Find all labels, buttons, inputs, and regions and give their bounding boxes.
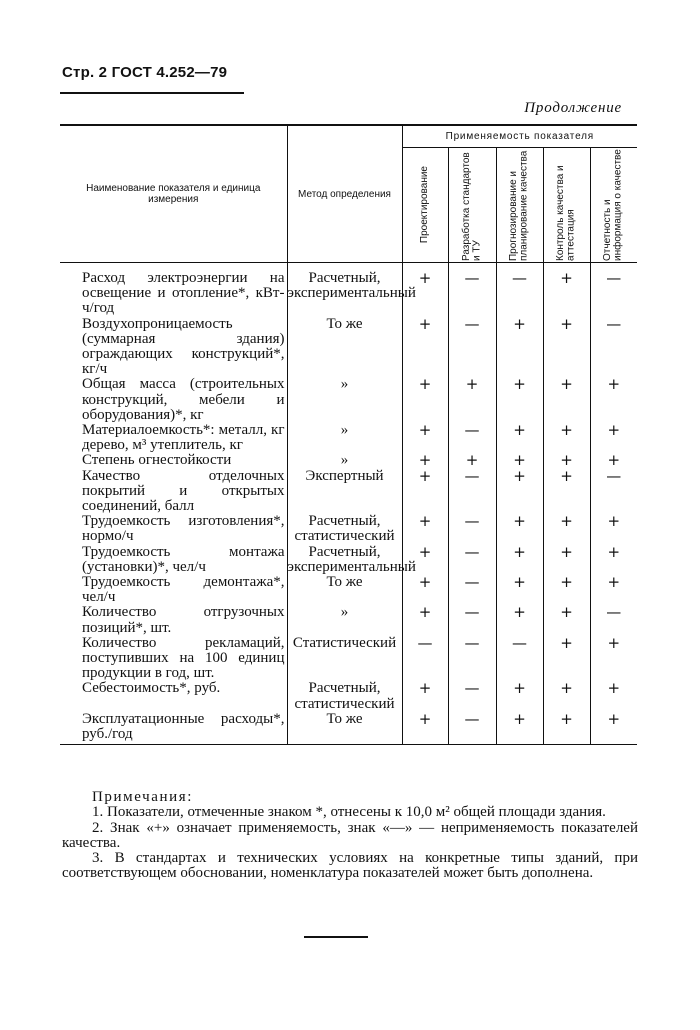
- method-cell: »: [287, 605, 402, 635]
- applicability-mark: —: [590, 469, 637, 515]
- method-cell: Статистический: [287, 636, 402, 682]
- method-cell: Экспертный: [287, 469, 402, 515]
- applicability-mark: +: [543, 377, 590, 423]
- col-header-method: Метод определения: [287, 125, 402, 263]
- table-row: [60, 514, 637, 544]
- applicability-mark: +: [402, 514, 448, 544]
- applicability-mark: +: [402, 605, 448, 635]
- note-item: 1. Показатели, отмеченные знаком *, отнесены к 10,0 м² общей площади здания.: [92, 804, 606, 821]
- table-row: [60, 377, 637, 423]
- table-row: [60, 575, 637, 605]
- method-cell: Расчетный, экспериментальный: [287, 263, 402, 317]
- applicability-mark: —: [496, 263, 543, 317]
- applicability-mark: +: [402, 469, 448, 515]
- col-header-standards: Разработка стандартов и ТУ: [460, 152, 482, 261]
- indicator-name: Общая масса (строительных конструкций, мебели и оборудования)*, кг: [82, 376, 285, 423]
- method-cell: Расчетный, экспериментальный: [287, 543, 416, 575]
- applicability-mark: +: [543, 469, 590, 515]
- applicability-mark: —: [496, 636, 543, 682]
- applicability-mark: —: [448, 514, 496, 544]
- applicability-mark: —: [402, 636, 448, 682]
- applicability-mark: +: [402, 423, 448, 453]
- applicability-mark: +: [590, 575, 637, 605]
- table-row: [60, 469, 637, 515]
- note-item: 2. Знак «+» означает применяемость, знак «—» — неприменяемость показателей качества.: [62, 819, 638, 851]
- table-row: [60, 423, 637, 453]
- applicability-mark: +: [590, 377, 637, 423]
- indicator-name: Материалоемкость*: металл, кг дерево, м³ утеплитель, кг: [82, 422, 285, 454]
- applicability-mark: +: [496, 575, 543, 605]
- table-row: [60, 681, 637, 711]
- applicability-mark: +: [543, 263, 590, 317]
- applicability-mark: +: [496, 681, 543, 711]
- indicator-name: Трудоемкость демонтажа*, чел/ч: [82, 574, 285, 606]
- footer-rule: [304, 936, 368, 938]
- method-cell: То же: [287, 712, 402, 745]
- page-header: Стр. 2 ГОСТ 4.252—79: [62, 64, 228, 81]
- indicator-name: Воздухопроницаемость (суммарная здания) ограждающих конструкций*, кг/ч: [82, 315, 285, 378]
- applicability-mark: +: [590, 423, 637, 453]
- applicability-mark: —: [448, 636, 496, 682]
- applicability-mark: —: [590, 605, 637, 635]
- applicability-mark: +: [402, 712, 448, 745]
- note-item: 3. В стандартах и технических условиях на конкретные типы зданий, при соответствующем обосновании, номенклатура показателей может быть дополнена.: [62, 850, 638, 882]
- applicability-mark: +: [590, 681, 637, 711]
- table-row: [60, 263, 637, 317]
- method-cell: То же: [287, 575, 402, 605]
- applicability-mark: +: [543, 453, 590, 468]
- applicability-mark: +: [402, 317, 448, 378]
- method-cell: То же: [287, 317, 402, 378]
- table-row: [60, 545, 637, 575]
- applicability-mark: +: [402, 545, 448, 575]
- table-row: [60, 317, 637, 378]
- col-header-design: Проектирование: [418, 166, 430, 244]
- applicability-mark: +: [402, 681, 448, 711]
- applicability-mark: —: [448, 605, 496, 635]
- indicator-name: Количество отгрузочных позиций*, шт.: [82, 604, 285, 636]
- applicability-mark: +: [543, 681, 590, 711]
- indicator-name: Себестоимость*, руб.: [82, 680, 221, 697]
- applicability-mark: +: [402, 453, 448, 468]
- applicability-mark: —: [448, 681, 496, 711]
- indicator-name: Трудоемкость изготовления*, нормо/ч: [82, 513, 285, 545]
- col-header-reporting: Отчетность и информация о качестве: [602, 149, 624, 261]
- applicability-mark: +: [590, 712, 637, 745]
- applicability-mark: —: [590, 317, 637, 378]
- col-header-applicability: Применяемость показателя: [402, 125, 637, 148]
- applicability-mark: —: [448, 469, 496, 515]
- applicability-mark: —: [590, 263, 637, 317]
- method-cell: Расчетный, статистический: [287, 514, 402, 544]
- applicability-mark: +: [496, 423, 543, 453]
- applicability-mark: +: [590, 514, 637, 544]
- applicability-mark: +: [590, 636, 637, 682]
- applicability-mark: +: [496, 514, 543, 544]
- method-cell: »: [287, 423, 402, 453]
- applicability-mark: +: [543, 636, 590, 682]
- col-header-forecasting: Прогнозирование и планирование качества: [508, 150, 530, 261]
- applicability-mark: +: [496, 605, 543, 635]
- indicator-name: Количество рекламаций, поступивших на 100 единиц продукции в год, шт.: [82, 634, 285, 682]
- indicator-name: Трудоемкость монтажа (установки)*, чел/ч: [82, 543, 285, 575]
- col-header-quality-control: Контроль качества и аттестация: [555, 165, 577, 261]
- applicability-mark: +: [496, 545, 543, 575]
- applicability-mark: +: [543, 423, 590, 453]
- applicability-mark: —: [448, 263, 496, 317]
- applicability-mark: +: [496, 453, 543, 468]
- table-row: [60, 712, 637, 745]
- applicability-mark: +: [543, 712, 590, 745]
- table-row: [60, 636, 637, 682]
- applicability-mark: +: [543, 545, 590, 575]
- indicator-name: Расход электроэнергии на освещение и отопление*, кВт-ч/год: [82, 270, 285, 317]
- applicability-mark: +: [448, 453, 496, 468]
- applicability-mark: +: [590, 545, 637, 575]
- indicator-name: Степень огнестойкости: [82, 452, 232, 469]
- indicators-table: [60, 124, 637, 745]
- method-cell: »: [287, 377, 402, 423]
- header-rule: [60, 92, 244, 94]
- notes-block: [62, 790, 638, 882]
- applicability-mark: +: [590, 453, 637, 468]
- continuation-label: Продолжение: [524, 100, 622, 116]
- applicability-mark: +: [543, 514, 590, 544]
- applicability-mark: +: [496, 317, 543, 378]
- applicability-mark: +: [402, 377, 448, 423]
- table-row: [60, 605, 637, 635]
- applicability-mark: —: [448, 712, 496, 745]
- indicator-name: Качество отделочных покрытий и открытых соединений, балл: [82, 467, 285, 515]
- applicability-mark: +: [402, 575, 448, 605]
- notes-title: Примечания:: [92, 789, 194, 805]
- applicability-mark: +: [543, 605, 590, 635]
- applicability-mark: +: [543, 317, 590, 378]
- applicability-mark: —: [448, 575, 496, 605]
- method-cell: »: [287, 453, 402, 468]
- applicability-mark: +: [496, 469, 543, 515]
- table-row: [60, 453, 637, 468]
- method-cell: Расчетный, статистический: [287, 681, 402, 711]
- applicability-mark: —: [448, 545, 496, 575]
- applicability-mark: +: [448, 377, 496, 423]
- applicability-mark: +: [496, 377, 543, 423]
- applicability-mark: +: [402, 263, 448, 317]
- indicator-name: Эксплуатационные расходы*, руб./год: [82, 710, 285, 743]
- applicability-mark: +: [496, 712, 543, 745]
- col-header-name: Наименование показателя и единица измерения: [60, 125, 287, 263]
- applicability-mark: +: [543, 575, 590, 605]
- applicability-mark: —: [448, 423, 496, 453]
- table-body: [60, 263, 637, 745]
- applicability-mark: —: [448, 317, 496, 378]
